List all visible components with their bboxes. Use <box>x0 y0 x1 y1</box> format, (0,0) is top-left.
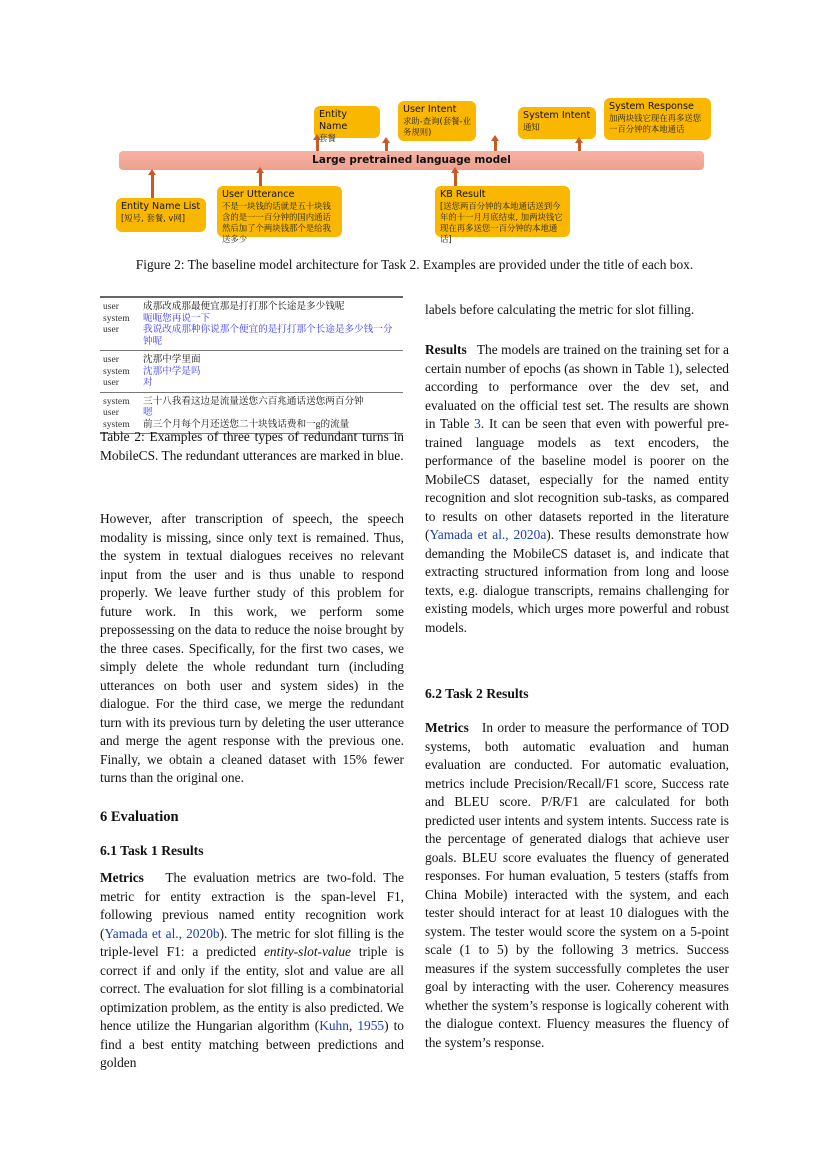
utterance-cell: 我说改成那种你说那个便宜的是打打那个长途是多少钱一分钟呢 <box>143 324 393 347</box>
kb-result-box: KB Result [送您两百分钟的本地通话送到今年的十一月月底结束, 加两块钱它现在再多送您一百分钟的本地通话] <box>435 186 570 237</box>
table-group <box>100 392 403 433</box>
citation-link[interactable]: 1955 <box>357 1018 385 1033</box>
utterance-cell: 成那改成那最便宜那是打打那个长途是多少钱呢 <box>143 301 345 312</box>
citation-link[interactable]: Kuhn <box>319 1018 349 1033</box>
table-2 <box>100 296 403 434</box>
speaker-cell: system <box>103 365 130 377</box>
speaker-cell: system <box>103 418 130 430</box>
utterance-cell: 对 <box>143 377 153 388</box>
entity-name-box: Entity Name 套餐 <box>314 106 380 138</box>
table-ref-link[interactable]: 1 <box>667 360 675 376</box>
task2-metrics-paragraph: Metrics In order to measure the performance of TOD systems, both automatic evaluation and human evaluation are conducted. For automatic evaluation, metrics include Precision/Recall/F1 score, Success rate and BLEU score. P/R/F1 are calculated for both predicted user intents and system intents. Success rate is the percentage of generated dialogs that achieve user goals. BLEU score evaluates the fluency of generated responses. For human evaluation, 5 testers (staffs from China Mobile) interacted with the system, and each tester should interact for at least 10 dialogues with the system. The tester would score the system on a 5-point scale (1 to 5) by the following 3 metrics. Success measures if the system successfully completes the user goal by interacting with the user. Coherency measures whether the system’s response is logically coherent with the dialogue context. Fluency measures the fluency of the system’s response. <box>425 720 729 1050</box>
utterance-cell: 呃呃您再说一下 <box>143 312 211 324</box>
subsection-heading-task1: 6.1 Task 1 Results <box>100 843 204 858</box>
table-row <box>100 313 403 325</box>
arrow-icon <box>494 140 497 151</box>
table-row <box>100 324 403 351</box>
user-intent-box: User Intent 求助-查询(套餐-业务规则) <box>398 101 476 141</box>
right-paragraph-cont: labels before calculating the metric for slot filling. <box>425 302 695 317</box>
citation-link[interactable]: Yamada et al., 2020a <box>429 527 547 542</box>
speaker-cell: user <box>103 324 119 335</box>
table-ref-link[interactable]: 3 <box>474 416 481 431</box>
table-group <box>100 351 403 393</box>
figure-caption: Figure 2: The baseline model architecture for Task 2. Examples are provided under the title of each box. <box>135 257 694 272</box>
speaker-cell: system <box>103 312 130 324</box>
table-group <box>100 297 403 351</box>
speaker-cell: user <box>103 407 119 418</box>
table-row <box>100 351 403 366</box>
section-heading-evaluation: 6 Evaluation <box>100 809 179 825</box>
utterance-cell: 沈那中学是吗 <box>143 365 201 377</box>
utterance-cell: 沈那中学里面 <box>143 354 201 365</box>
speaker-cell: user <box>103 301 119 312</box>
results-paragraph: Results The models are trained on the training set for a certain number of epochs (as shown in Table 1), selected according to performance over the dev set, and evaluated on the official test set. The results are shown in Table 3. It can be seen that even with powerful pre-trained language models as text encoders, the performance of the baseline model is poorer on the MobileCS dataset, especially for the named entity recognition and slot recognition sub-tasks, as compared to results on other datasets reported in the literature (Yamada et al., 2020a). These results demonstrate how demanding the MobileCS dataset is, and indicate that extracting structured information from long and loose texts, e.g. dialogue transcripts, remains challenging for existing models, which urges more powerful and robust models. <box>425 342 729 635</box>
speaker-cell: user <box>103 354 119 365</box>
arrow-icon <box>316 139 319 151</box>
arrow-icon <box>151 174 154 198</box>
language-model-bar: Large pretrained language model <box>119 151 704 170</box>
utterance-cell: 嗯 <box>143 407 153 418</box>
arrow-icon <box>578 142 581 151</box>
left-paragraph: However, after transcription of speech, the speech modality is missing, since only text is remained. Thus, the system in textual dialogues receives no relevant input from the user and is thus unable to respond properly. We leave further study of this problem for future work. In this work, we perform some prepossessing on the data to reduce the noise brought by the three cases. Specifically, for the first two cases, we simply delete the whole redundant turn (including utterances on both user and system sides) in the dialogue. For the third case, we merge the redundant turn with its previous turn by deleting the user utterance and merge the agent response with the previous one. Finally, we obtain a cleaned dataset with 15% fewer turns than the original one. <box>100 511 404 785</box>
utterance-cell: 前三个月每个月还送您二十块钱话费和一g的流量 <box>143 418 350 430</box>
speaker-cell: system <box>103 395 130 407</box>
utterance-cell: 三十八我看这边是流量送您六百兆通话送您两百分钟 <box>143 395 364 407</box>
system-intent-box: System Intent 通知 <box>518 107 596 139</box>
citation-link[interactable]: Yamada et al., 2020b <box>104 925 220 941</box>
task1-metrics-paragraph: Metrics The evaluation metrics are two-fold. The metric for entity extraction is the span-level F1, following previous named entity recognition work (Yamada et al., 2020b). The metric for slot filling is the triple-level F1: a predicted entity-slot-value triple is correct if and only if the entity, slot and value are all correct. The evaluation for slot filling is a combinatorial optimization problem, as the entity is also predicted. We hence utilize the Hungarian algorithm (Kuhn, 1955) to find a best entity matching between predictions and golden <box>100 870 405 1070</box>
table-row <box>100 297 403 313</box>
system-response-box: System Response 加两块钱它现在再多送您一百分钟的本地通话 <box>604 98 711 140</box>
table-caption: Table 2: Examples of three types of redundant turns in MobileCS. The redundant utterances are marked in blue. <box>100 429 404 463</box>
speaker-cell: user <box>103 377 119 388</box>
user-utterance-box: User Utterance 不是一块钱的话就是五十块钱含的是一一百分钟的国内通话然后加了个两块钱那个是给我送多少 <box>217 186 342 237</box>
entity-name-list-box: Entity Name List [短号, 套餐, v网] <box>116 198 206 232</box>
table-row <box>100 366 403 378</box>
arrow-icon <box>385 142 388 151</box>
table-row <box>100 377 403 392</box>
subsection-heading-task2: 6.2 Task 2 Results <box>425 686 529 701</box>
table-row <box>100 392 403 407</box>
table-row <box>100 407 403 419</box>
